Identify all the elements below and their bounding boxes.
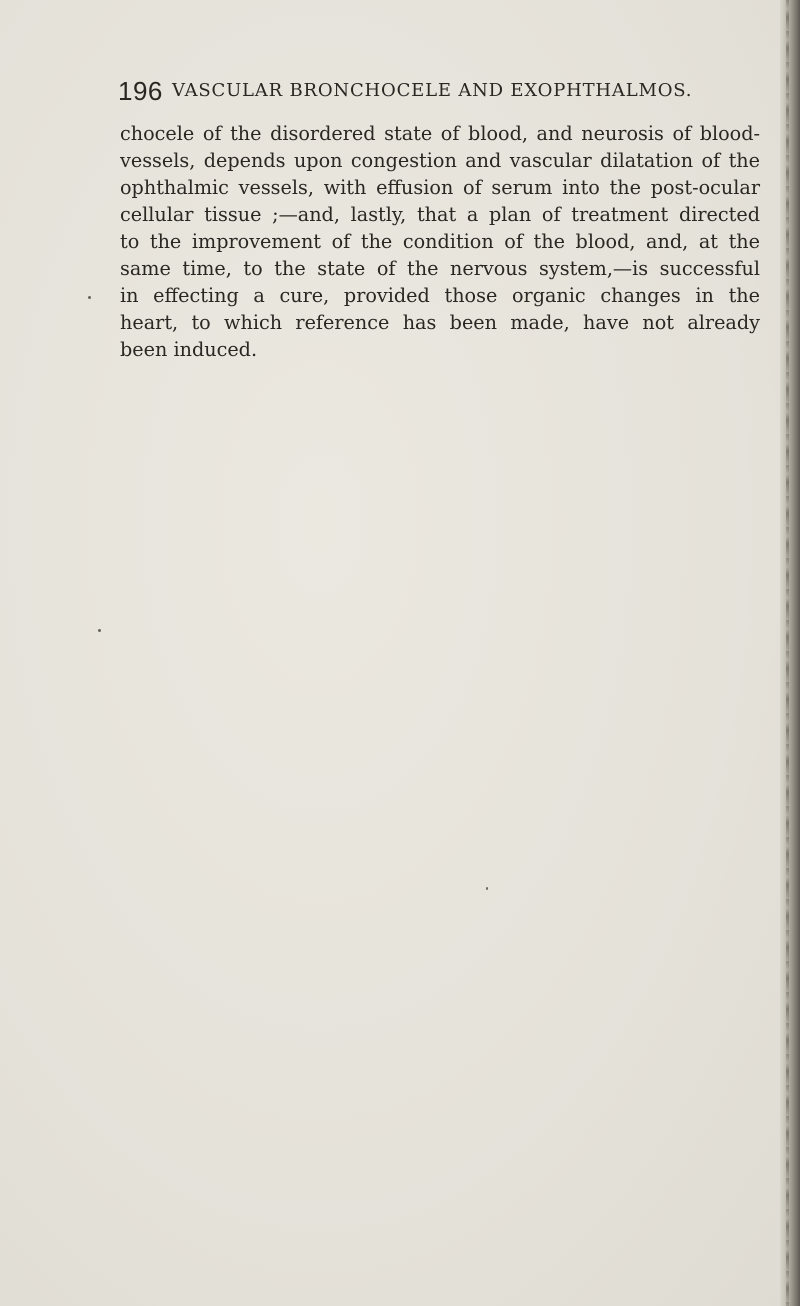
- text-line: chocele of the disordered state of blood, and neurosis of blood-: [120, 122, 760, 145]
- text-line: to the improvement of the condition of the blood, and, at the: [120, 230, 760, 253]
- text-line: cellular tissue ;—and, lastly, that a plan of treatment directed: [120, 203, 760, 226]
- text-line: in effecting a cure, provided those organic changes in the: [120, 284, 760, 307]
- text-line: vessels, depends upon congestion and vascular dilatation of the: [120, 149, 760, 172]
- paper-speck: [88, 296, 91, 299]
- body-paragraph: [120, 120, 760, 363]
- paper-speck: [98, 629, 101, 632]
- text-line: heart, to which reference has been made, have not already: [120, 311, 760, 334]
- running-head: [118, 72, 758, 112]
- page-gutter-edge: [780, 0, 800, 1306]
- text-line: same time, to the state of the nervous system,—is successful: [120, 257, 760, 280]
- paper-speck: [486, 887, 488, 890]
- page-number: 196: [118, 76, 163, 106]
- text-line: ophthalmic vessels, with effusion of serum into the post-ocular: [120, 176, 760, 199]
- text-line-last: been induced.: [120, 338, 258, 361]
- running-head-title: VASCULAR BRONCHOCELE AND EXOPHTHALMOS.: [172, 80, 693, 101]
